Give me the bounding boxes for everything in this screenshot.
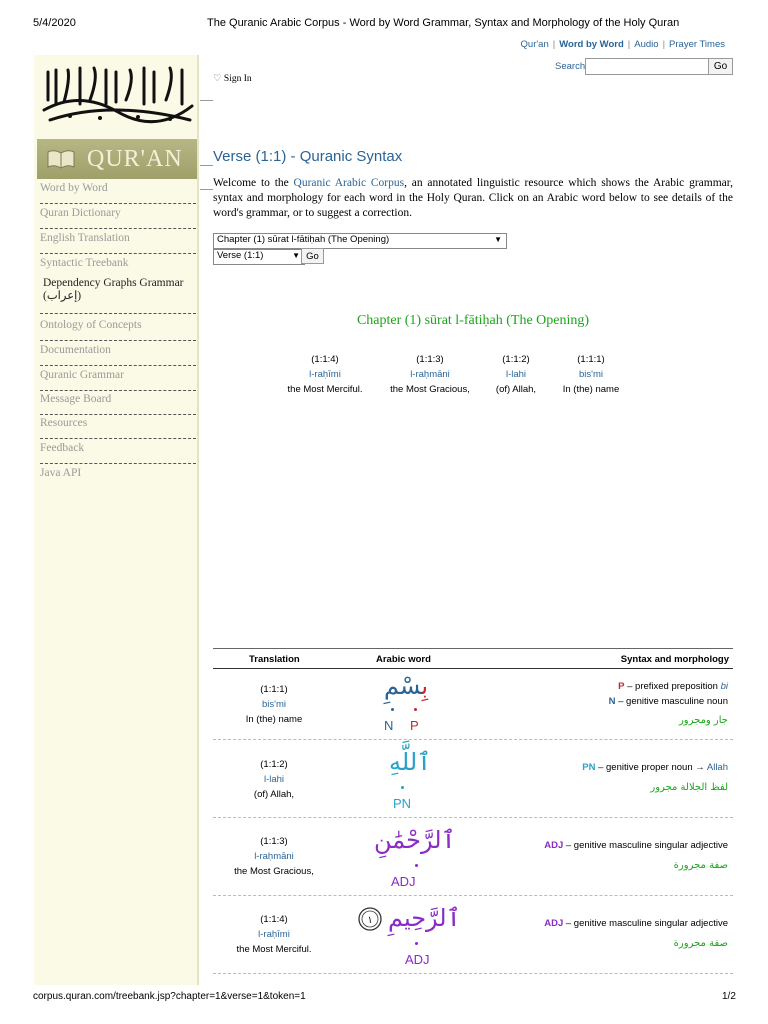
table-row: (1:1:3) l-raḥmāni the Most Gracious,	[234, 836, 314, 877]
table-row: (1:1:2) l-lahi (of) Allah,	[253, 759, 295, 800]
chapter-heading: Chapter (1) sūrat l-fātiḥah (The Opening)	[356, 313, 590, 328]
search-go-button[interactable]: Go	[708, 58, 733, 75]
page-title: Verse (1:1) - Quranic Syntax	[213, 148, 403, 165]
sign-in-link[interactable]	[213, 73, 252, 84]
sidebar-item-english-translation[interactable]: English Translation	[40, 232, 196, 254]
sidebar-item-syntactic-treebank[interactable]: Syntactic Treebank	[40, 257, 129, 269]
top-nav: Qur'an | Word by Word | Audio | Prayer Times	[520, 39, 725, 50]
intro-rule	[200, 189, 213, 190]
quran-banner-text: QUR'AN	[87, 146, 183, 172]
nav-word-by-word[interactable]: Word by Word	[559, 39, 624, 50]
verse-go-button[interactable]: Go	[301, 248, 324, 264]
print-url: corpus.quran.com/treebank.jsp?chapter=1&verse=1&token=1	[33, 991, 306, 1002]
sidebar-item-message-board[interactable]: Message Board	[40, 393, 196, 415]
sidebar-divider	[40, 313, 196, 314]
tag-label: P	[410, 718, 419, 733]
title-rule	[200, 165, 213, 166]
intro-paragraph: Welcome to the Quranic Arabic Corpus, an annotated linguistic resource which shows the Arabic grammar, syntax and morphology for each word in the Holy Quran. Click on an Arabic word below to see details of the word's grammar, or to suggest a correction.	[213, 177, 733, 219]
open-book-icon	[46, 147, 76, 171]
morph-line: ADJ – genitive masculine singular adjective	[544, 918, 728, 929]
verse-end-marker-icon	[357, 906, 383, 932]
sidebar-subitem-dependency-graphs[interactable]: Dependency Graphs Grammar (إعراب)	[43, 277, 184, 302]
morph-line: PN – genitive proper noun → Allah	[582, 762, 728, 773]
row-divider	[213, 973, 733, 974]
sidebar-item-resources[interactable]: Resources	[40, 417, 196, 439]
dropdown-arrow-icon: ▼	[494, 235, 502, 244]
arabic-grammar: لفظ الجلالة مجرور	[650, 782, 728, 793]
morph-line: P – prefixed preposition bi	[618, 681, 728, 692]
table-row: (1:1:4) l-raḥīmi the Most Merciful.	[236, 914, 312, 955]
user-icon: ♡	[213, 74, 222, 84]
table-header-syntax: Syntax and morphology	[620, 654, 729, 665]
tag-label: ADJ	[391, 874, 416, 889]
arabic-word[interactable]: ٱلرَّحْمَٰنِ	[374, 826, 456, 854]
arabic-word[interactable]: بِسْمِ	[384, 672, 429, 700]
quran-banner[interactable]	[37, 139, 197, 179]
chapter-select[interactable]: Chapter (1) sūrat l-fātiḥah (The Opening) ▼	[213, 233, 507, 249]
arabic-grammar: صفة مجرورة	[673, 938, 728, 949]
nav-audio[interactable]: Audio	[634, 39, 659, 50]
table-row: (1:1:1) bis'mi In (the) name	[245, 684, 303, 725]
nav-prayer-times[interactable]: Prayer Times	[669, 39, 725, 50]
word-item[interactable]: (1:1:4) l-raḥīmi the Most Merciful.	[287, 354, 363, 395]
dropdown-arrow-icon: ▼	[292, 251, 300, 260]
word-item[interactable]: (1:1:3) l-raḥmāni the Most Gracious,	[390, 354, 470, 395]
table-header-translation: Translation	[249, 654, 300, 665]
sidebar-item-java-api[interactable]: Java API	[40, 467, 82, 479]
print-page-number: 1/2	[722, 991, 736, 1002]
verse-select[interactable]: Verse (1:1) ▼	[213, 249, 305, 265]
header-rule	[200, 100, 213, 101]
print-date: 5/4/2020	[33, 17, 76, 29]
sidebar-item-ontology[interactable]: Ontology of Concepts	[40, 319, 196, 341]
sidebar-item-feedback[interactable]: Feedback	[40, 442, 196, 464]
arabic-grammar: جار ومجرور	[678, 715, 728, 726]
sidebar-item-quran-dictionary[interactable]: Quran Dictionary	[40, 207, 196, 229]
print-title: The Quranic Arabic Corpus - Word by Word Grammar, Syntax and Morphology of the Holy Quran	[207, 17, 680, 29]
svg-text:١: ١	[367, 915, 373, 926]
tag-label: PN	[393, 796, 412, 811]
arabic-word[interactable]: ٱللَّهِ	[389, 748, 432, 776]
morph-line: ADJ – genitive masculine singular adjective	[544, 840, 728, 851]
sidebar-item-word-by-word[interactable]: Word by Word	[40, 182, 196, 204]
search-input[interactable]	[585, 58, 709, 75]
sign-in-label: Sign In	[223, 74, 252, 84]
row-divider	[213, 895, 733, 896]
nav-quran[interactable]: Qur'an	[520, 39, 549, 50]
word-item[interactable]: (1:1:1) bis'mi In (the) name	[562, 354, 620, 395]
search-label: Search	[555, 61, 586, 72]
calligraphy-logo	[40, 60, 196, 130]
sidebar-item-quranic-grammar[interactable]: Quranic Grammar	[40, 369, 196, 391]
corpus-link[interactable]: Quranic Arabic Corpus	[293, 177, 405, 189]
tag-label: ADJ	[405, 952, 430, 967]
word-item[interactable]: (1:1:2) l-lahi (of) Allah,	[495, 354, 537, 395]
arabic-grammar: صفة مجرورة	[673, 860, 728, 871]
morph-line: N – genitive masculine noun	[608, 696, 728, 707]
row-divider	[213, 739, 733, 740]
row-divider	[213, 817, 733, 818]
table-header-rule	[213, 668, 733, 669]
sidebar-item-documentation[interactable]: Documentation	[40, 344, 196, 366]
table-header-arabic: Arabic word	[376, 654, 431, 665]
arabic-word[interactable]: ٱلرَّحِيمِ	[388, 904, 461, 932]
table-top-rule	[213, 648, 733, 649]
tag-label: N	[384, 718, 394, 733]
